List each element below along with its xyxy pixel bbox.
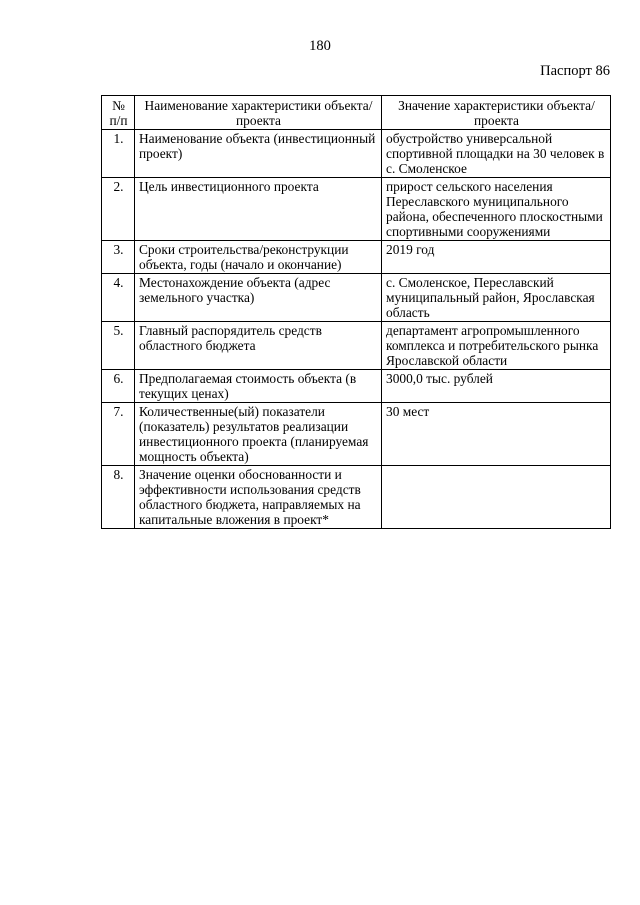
row-characteristic: Цель инвестиционного проекта <box>135 178 382 241</box>
row-characteristic: Наименование объекта (инвестиционный проект) <box>135 130 382 178</box>
row-value: обустройство универсальной спортивной площадки на 30 человек в с. Смоленское <box>382 130 611 178</box>
header-number: № п/п <box>102 96 135 130</box>
passport-table <box>101 95 611 529</box>
row-characteristic: Предполагаемая стоимость объекта (в текущих ценах) <box>135 370 382 403</box>
table-row <box>102 322 611 370</box>
header-value: Значение характеристики объекта/проекта <box>382 96 611 130</box>
row-characteristic: Местонахождение объекта (адрес земельного участка) <box>135 274 382 322</box>
table-header-row <box>102 96 611 130</box>
page-number: 180 <box>309 38 331 54</box>
row-number: 5. <box>102 322 135 370</box>
table-row <box>102 370 611 403</box>
table-row <box>102 241 611 274</box>
header-name: Наименование характеристики объекта/проекта <box>135 96 382 130</box>
row-value: прирост сельского населения Переславского муниципального района, обеспеченного плоскостными спортивными сооружениями <box>382 178 611 241</box>
table-row <box>102 130 611 178</box>
row-characteristic: Главный распорядитель средств областного бюджета <box>135 322 382 370</box>
row-number: 4. <box>102 274 135 322</box>
table-row <box>102 466 611 529</box>
row-characteristic: Количественные(ый) показатели (показатель) результатов реализации инвестиционного проекта (планируемая мощность объекта) <box>135 403 382 466</box>
row-number: 6. <box>102 370 135 403</box>
row-number: 2. <box>102 178 135 241</box>
row-number: 7. <box>102 403 135 466</box>
row-value: с. Смоленское, Переславский муниципальный район, Ярославская область <box>382 274 611 322</box>
row-value: 30 мест <box>382 403 611 466</box>
row-value: 3000,0 тыс. рублей <box>382 370 611 403</box>
table-row <box>102 274 611 322</box>
row-characteristic: Сроки строительства/реконструкции объекта, годы (начало и окончание) <box>135 241 382 274</box>
row-value: департамент агропромышленного комплекса и потребительского рынка Ярославской области <box>382 322 611 370</box>
row-number: 1. <box>102 130 135 178</box>
row-characteristic: Значение оценки обоснованности и эффективности использования средств областного бюджета, направляемых на капитальные вложения в проект* <box>135 466 382 529</box>
table-row <box>102 403 611 466</box>
row-number: 8. <box>102 466 135 529</box>
passport-title: Паспорт 86 <box>540 63 610 79</box>
row-value <box>382 466 611 529</box>
row-number: 3. <box>102 241 135 274</box>
table-row <box>102 178 611 241</box>
row-value: 2019 год <box>382 241 611 274</box>
